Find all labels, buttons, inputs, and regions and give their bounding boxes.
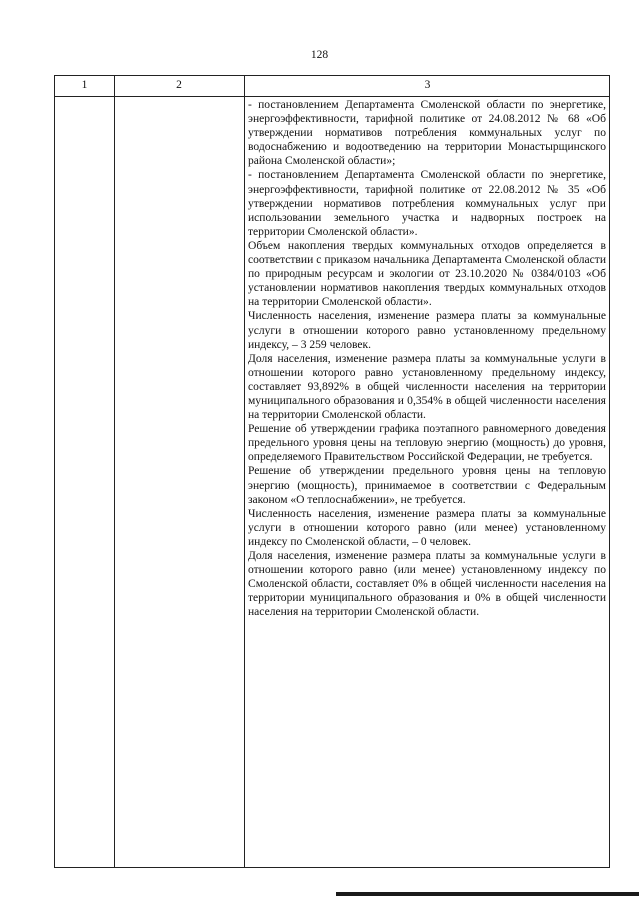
paragraph-population-at-limit-index: Численность населения, изменение размера платы за коммунальные услуги в отношении которого равно установленному предельному индексу, – 3 259 человек. <box>248 310 606 351</box>
column-header-2: 2 <box>176 79 182 91</box>
document-table <box>54 75 610 868</box>
paragraph-water-norms-decree: - постановлением Департамента Смоленской области по энергетике, энергоэффективности, тарифной политике от 24.08.2012 № 68 «Об утверждении нормативов потребления коммунальных услуг по водоснабжению и водоотведению на территории Монастырщинского района Смоленской области»; <box>248 99 606 168</box>
column-divider-2 <box>244 76 245 867</box>
column-header-1: 1 <box>81 79 88 91</box>
page-number: 128 <box>310 49 329 61</box>
column-3-content <box>248 98 606 619</box>
paragraph-heat-price-limit: Решение об утверждении предельного уровня цены на тепловую энергию (мощность), принимаемое в соответствии с Федеральным законом «О теплоснабжении», не требуется. <box>248 465 606 506</box>
paragraph-population-at-regional-index: Численность населения, изменение размера платы за коммунальные услуги в отношении которого равно (или менее) установленному индексу по Смоленской области, – 0 человек. <box>248 507 606 548</box>
scan-edge-line <box>336 892 639 896</box>
paragraph-population-share-at-regional-index: Доля населения, изменение размера платы за коммунальные услуги в отношении которого равно (или менее) установленному индексу по Смоленской области, составляет 0% в общей численности населения на территории муниципального образования и 0% в общей численности населения на территории Смоленской области. <box>248 550 606 619</box>
paragraph-heat-price-schedule: Решение об утверждении графика поэтапного равномерного доведения предельного уровня цены на тепловую энергию (мощность) до уровня, определяемого Правительством Российской Федерации, не требуется. <box>248 423 606 464</box>
table-header-row <box>55 76 609 97</box>
paragraph-solid-waste-volume: Объем накопления твердых коммунальных отходов определяется в соответствии с приказом начальника Департамента Смоленской области по природным ресурсам и экологии от 23.10.2020 № 0384/0103 «Об установлении нормативов накопления твердых коммунальных отходов на территории Смоленской области». <box>248 239 606 309</box>
column-header-3: 3 <box>424 79 431 91</box>
column-divider-1 <box>114 76 115 867</box>
paragraph-population-share-at-limit-index: Доля населения, изменение размера платы за коммунальные услуги в отношении которого равно установленному предельному индексу, составляет 93,892% в общей численности населения на территории муниципального образования и 0,354% в общей численности населения на территории Смоленской области. <box>248 352 606 422</box>
paragraph-land-plot-norms-decree: - постановлением Департамента Смоленской области по энергетике, энергоэффективности, тарифной политике от 22.08.2012 № 35 «Об утверждении нормативов потребления коммунальных услуг при использовании земельного участка и надворных построек на территории Смоленской области». <box>248 169 606 238</box>
